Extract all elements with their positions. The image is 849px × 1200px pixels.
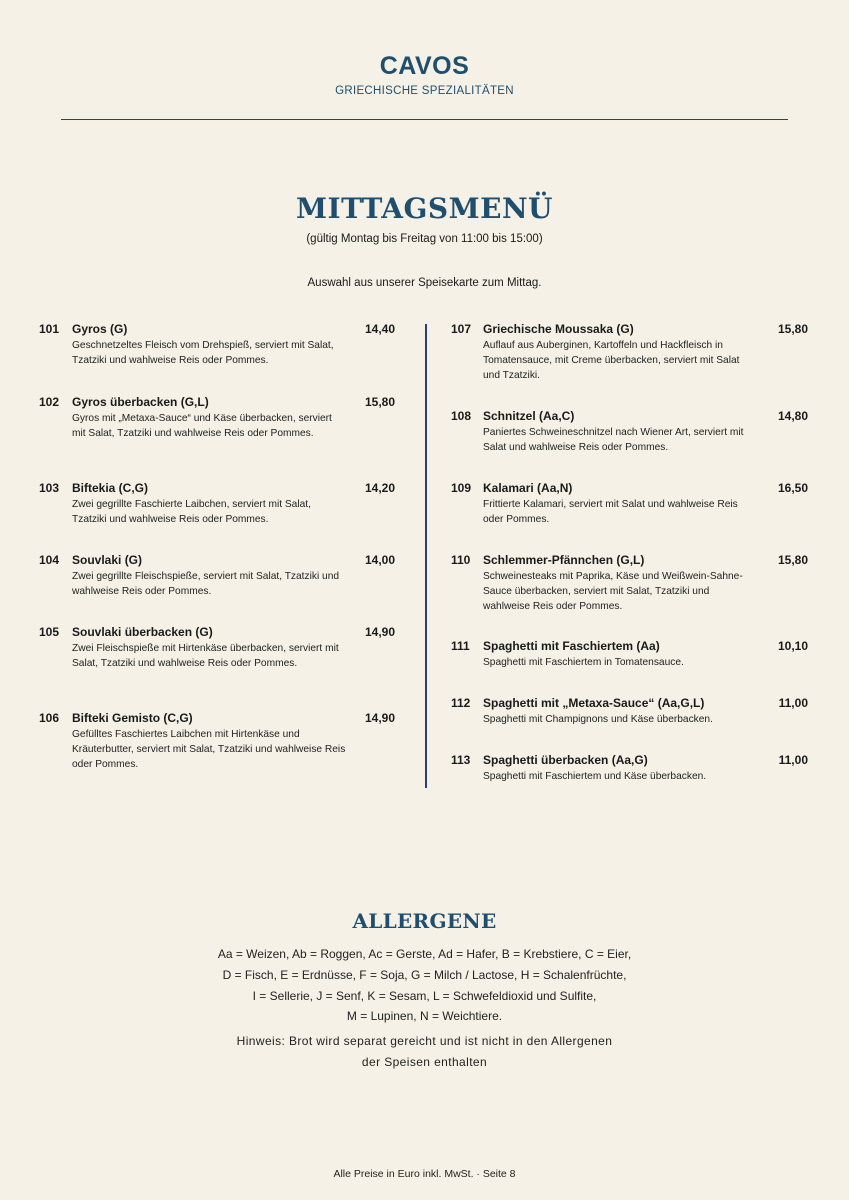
item-number: 105 [39, 625, 60, 639]
item-name: Gyros überbacken (G,L) [72, 395, 209, 409]
item-price: 15,80 [777, 322, 808, 336]
item-description: Spaghetti mit Champignons und Käse überbacken. [483, 714, 713, 725]
item-price: 14,40 [364, 322, 395, 336]
item-price: 15,80 [777, 553, 808, 567]
menu-validity: (gültig Montag bis Freitag von 11:00 bis 15:00) [306, 233, 543, 245]
item-number: 109 [451, 481, 472, 495]
item-price: 11,00 [778, 696, 808, 710]
item-price: 14,20 [364, 481, 395, 495]
item-description: Zwei Fleischspieße mit Hirtenkäse überbacken, serviert mit Salat, Tzatziki und wahlweise Reis oder Pommes. [72, 643, 339, 669]
item-description: Gyros mit „Metaxa-Sauce“ und Käse überbacken, serviert mit Salat, Tzatziki und wahlweise Reis oder Pommes. [72, 413, 332, 439]
item-price: 14,90 [364, 711, 395, 725]
allergen-line: Aa = Weizen, Ab = Roggen, Ac = Gerste, Ad = Hafer, B = Krebstiere, C = Eier, [217, 947, 632, 961]
item-description: Paniertes Schweineschnitzel nach Wiener Art, serviert mit Salat und wahlweise Reis oder Pommes. [483, 427, 744, 453]
item-description: Zwei gegrillte Fleischspieße, serviert mit Salat, Tzatziki und wahlweise Reis oder Pommes. [72, 571, 340, 597]
allergen-note: Hinweis: Brot wird separat gereicht und ist nicht in den Allergenen [236, 1034, 613, 1048]
item-name: Bifteki Gemisto (C,G) [72, 711, 193, 725]
item-number: 110 [451, 553, 471, 567]
allergen-note: der Speisen enthalten [361, 1055, 488, 1069]
page-footer: Alle Preise in Euro inkl. MwSt. · Seite 8 [333, 1168, 516, 1180]
item-description: Frittierte Kalamari, serviert mit Salat und wahlweise Reis oder Pommes. [483, 499, 738, 525]
item-number: 113 [451, 753, 471, 767]
item-name: Griechische Moussaka (G) [483, 322, 634, 336]
header-divider [61, 119, 788, 120]
item-name: Schnitzel (Aa,C) [483, 409, 575, 423]
item-price: 15,80 [364, 395, 395, 409]
item-name: Kalamari (Aa,N) [483, 481, 573, 495]
item-number: 101 [39, 322, 60, 336]
restaurant-name: CAVOS [379, 52, 470, 80]
allergens-title: ALLERGENE [352, 909, 497, 933]
item-price: 14,00 [364, 553, 395, 567]
item-price: 11,00 [778, 753, 808, 767]
menu-title: MITTAGSMENÜ [296, 192, 553, 225]
item-description: Gefülltes Faschiertes Laibchen mit Hirtenkäse und Kräuterbutter, serviert mit Salat, Tzatziki und wahlweise Reis oder Pommes. [72, 729, 346, 770]
item-description: Schweinesteaks mit Paprika, Käse und Weißwein-Sahne-Sauce überbacken, serviert mit Salat, Tzatziki und wahlweise Reis oder Pommes. [483, 571, 743, 612]
item-description: Geschnetzeltes Fleisch vom Drehspieß, serviert mit Salat, Tzatziki und wahlweise Reis oder Pommes. [72, 340, 334, 366]
item-name: Schlemmer-Pfännchen (G,L) [483, 553, 645, 567]
column-divider [425, 324, 427, 788]
item-name: Biftekia (C,G) [72, 481, 149, 495]
item-number: 103 [39, 481, 60, 495]
item-price: 14,90 [364, 625, 395, 639]
item-name: Souvlaki überbacken (G) [72, 625, 213, 639]
allergen-line: I = Sellerie, J = Senf, K = Sesam, L = Schwefeldioxid und Sulfite, [252, 989, 597, 1003]
item-price: 16,50 [777, 481, 808, 495]
item-description: Spaghetti mit Faschiertem und Käse überbacken. [483, 771, 707, 782]
item-number: 106 [39, 711, 60, 725]
item-number: 111 [451, 639, 470, 653]
menu-intro: Auswahl aus unserer Speisekarte zum Mittag. [307, 277, 542, 289]
item-description: Zwei gegrillte Faschierte Laibchen, serviert mit Salat, Tzatziki und wahlweise Reis oder Pommes. [72, 499, 311, 525]
item-price: 14,80 [777, 409, 808, 423]
item-number: 112 [451, 696, 471, 710]
item-number: 107 [451, 322, 472, 336]
item-description: Spaghetti mit Faschiertem in Tomatensauce. [483, 657, 684, 668]
allergen-line: M = Lupinen, N = Weichtiere. [346, 1009, 503, 1023]
item-name: Spaghetti mit Faschiertem (Aa) [483, 639, 660, 653]
allergen-line: D = Fisch, E = Erdnüsse, F = Soja, G = Milch / Lactose, H = Schalenfrüchte, [222, 968, 627, 982]
restaurant-subtitle: GRIECHISCHE SPEZIALITÄTEN [335, 85, 514, 97]
item-number: 104 [39, 553, 60, 567]
item-description: Auflauf aus Auberginen, Kartoffeln und Hackfleisch in Tomatensauce, mit Creme überbacken, serviert mit Salat und Tzatziki. [483, 340, 740, 381]
item-price: 10,10 [777, 639, 808, 653]
item-name: Spaghetti überbacken (Aa,G) [483, 753, 648, 767]
item-name: Spaghetti mit „Metaxa-Sauce“ (Aa,G,L) [483, 696, 705, 710]
item-name: Souvlaki (G) [72, 553, 143, 567]
item-name: Gyros (G) [72, 322, 128, 336]
item-number: 102 [39, 395, 60, 409]
item-number: 108 [451, 409, 472, 423]
